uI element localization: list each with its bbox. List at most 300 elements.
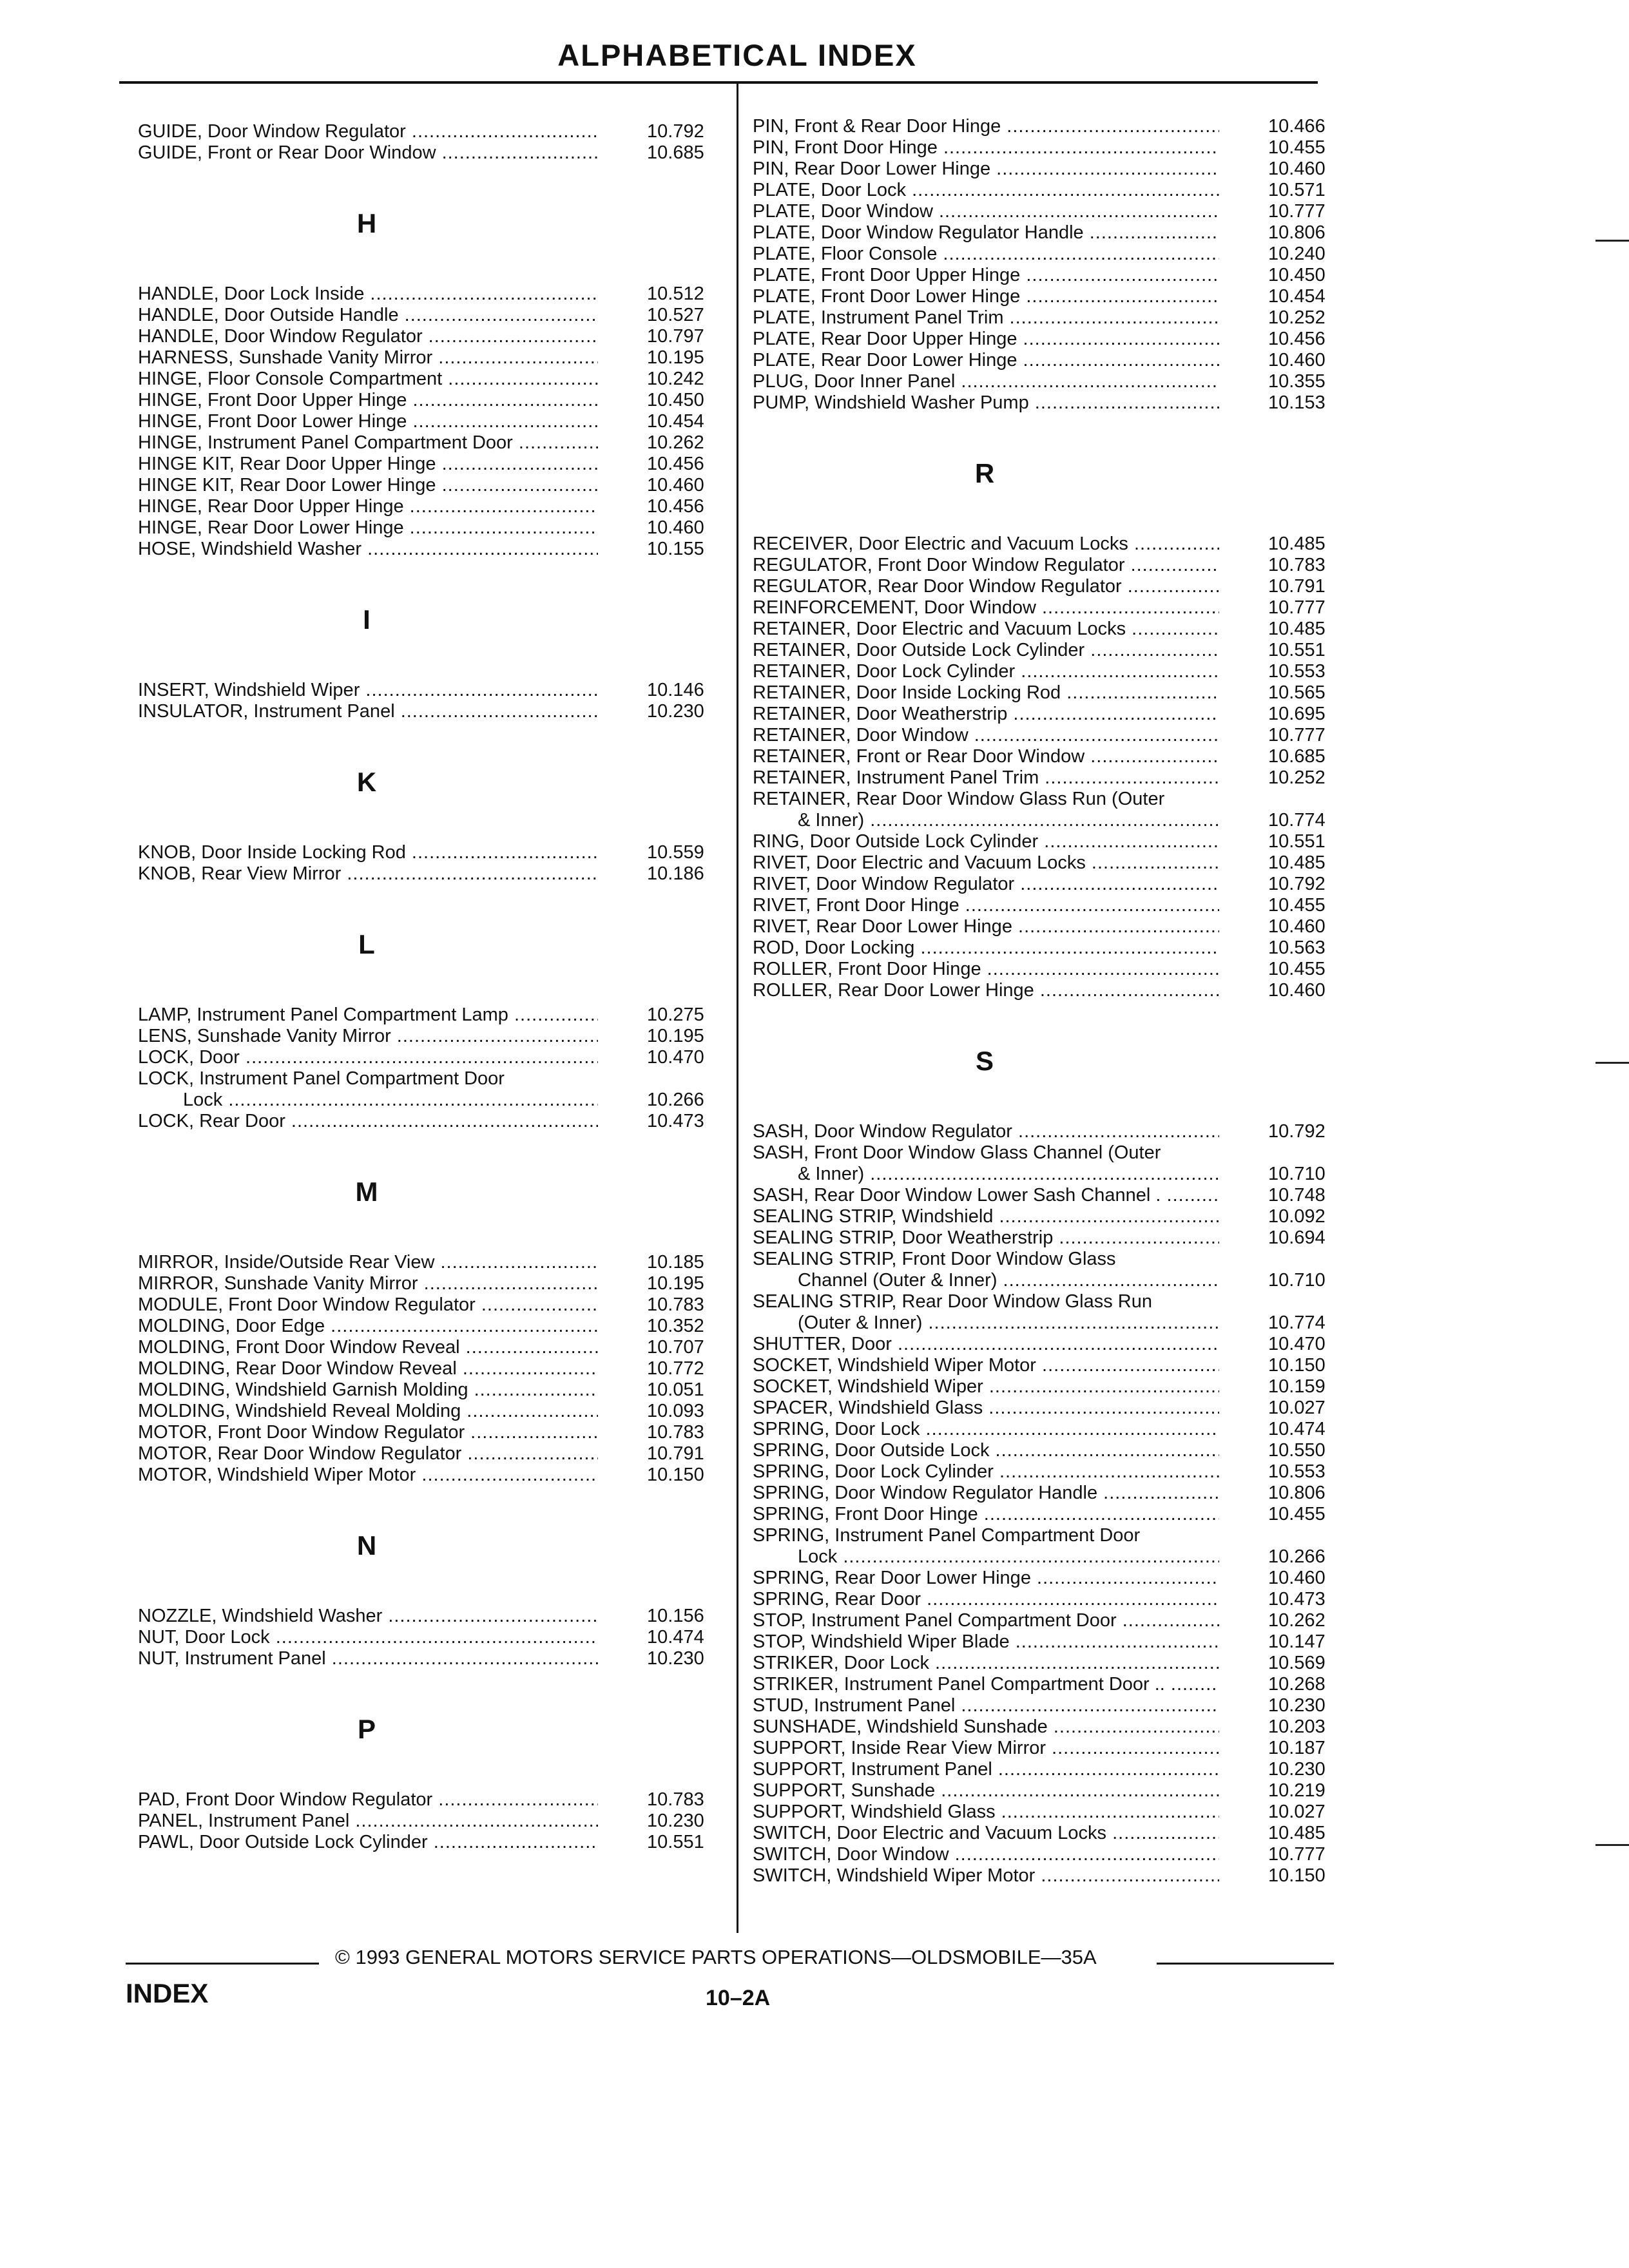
section-letter-p: P	[357, 1714, 376, 1744]
index-entry	[138, 496, 724, 517]
entry-name: STRIKER, Door Lock .....	[753, 1653, 1219, 1674]
entry-page-ref: 10.512	[647, 284, 704, 304]
index-entry	[753, 597, 1345, 619]
group-i	[138, 680, 724, 722]
right-column	[753, 116, 1345, 1887]
entry-page-ref: 10.187	[1268, 1738, 1325, 1758]
index-entry	[753, 1483, 1345, 1504]
entry-name: SUNSHADE, Windshield Sunshade .....	[753, 1716, 1219, 1738]
index-entry	[753, 1568, 1345, 1589]
index-entry	[753, 1142, 1345, 1164]
footer-section: INDEX	[126, 1978, 209, 2008]
index-entry	[753, 116, 1345, 137]
entry-page-ref: 10.791	[647, 1443, 704, 1464]
entry-name: & Inner) .....	[753, 810, 1219, 831]
entry-name: KNOB, Door Inside Locking Rod .....	[138, 842, 598, 863]
entry-name: PLATE, Rear Door Lower Hinge .....	[753, 350, 1219, 371]
index-entry	[753, 937, 1345, 959]
entry-name: INSERT, Windshield Wiper .....	[138, 680, 598, 701]
entry-page-ref: 10.460	[1268, 159, 1325, 179]
entry-name: STOP, Instrument Panel Compartment Door .....	[753, 1610, 1219, 1631]
entry-page-ref: 10.783	[647, 1294, 704, 1315]
index-entry	[138, 142, 724, 164]
entry-page-ref: 10.240	[1268, 244, 1325, 264]
margin-tick	[1595, 1062, 1629, 1064]
entry-page-ref: 10.230	[647, 701, 704, 722]
entry-page-ref: 10.150	[1268, 1355, 1325, 1376]
entry-page-ref: 10.772	[647, 1358, 704, 1379]
entry-page-ref: 10.565	[1268, 682, 1325, 703]
index-entry	[138, 1465, 724, 1486]
entry-name: SPRING, Front Door Hinge .....	[753, 1504, 1219, 1525]
index-entry	[753, 874, 1345, 895]
entry-page-ref: 10.150	[647, 1465, 704, 1485]
index-entry	[753, 286, 1345, 307]
index-entry	[138, 1358, 724, 1379]
entry-name: SPRING, Door Lock .....	[753, 1419, 1219, 1440]
entry-page-ref: 10.252	[1268, 767, 1325, 788]
entry-page-ref: 10.806	[1268, 1483, 1325, 1503]
entry-name: PIN, Rear Door Lower Hinge .....	[753, 159, 1219, 180]
entry-page-ref: 10.783	[1268, 555, 1325, 575]
entry-name: SASH, Rear Door Window Lower Sash Channel . .....	[753, 1185, 1219, 1206]
index-entry	[138, 701, 724, 722]
entry-name: SWITCH, Windshield Wiper Motor .....	[753, 1865, 1219, 1887]
entry-name: SUPPORT, Sunshade .....	[753, 1780, 1219, 1802]
index-entry	[138, 1252, 724, 1273]
entry-page-ref: 10.460	[1268, 916, 1325, 937]
entry-page-ref: 10.195	[647, 1026, 704, 1046]
index-entry	[753, 1716, 1345, 1738]
entry-page-ref: 10.159	[1268, 1376, 1325, 1397]
index-entry	[753, 1674, 1345, 1695]
index-entry	[138, 347, 724, 369]
group-p-right	[753, 116, 1345, 414]
entry-name: RIVET, Door Electric and Vacuum Locks .....	[753, 852, 1219, 874]
footer-copyright: © 1993 GENERAL MOTORS SERVICE PARTS OPERATIONS—OLDSMOBILE—35A	[335, 1946, 1097, 1968]
entry-page-ref: 10.777	[1268, 1844, 1325, 1865]
index-entry	[138, 1026, 724, 1047]
entry-page-ref: 10.470	[647, 1047, 704, 1068]
entry-name: RETAINER, Front or Rear Door Window .....	[753, 746, 1219, 767]
page-number: 10–2A	[706, 1986, 771, 2010]
entry-name: SEALING STRIP, Rear Door Window Glass Run	[753, 1291, 1152, 1312]
index-entry	[138, 1606, 724, 1627]
index-entry	[753, 789, 1345, 810]
index-entry	[753, 895, 1345, 916]
index-entry	[138, 1273, 724, 1294]
entry-name: LAMP, Instrument Panel Compartment Lamp .....	[138, 1004, 598, 1026]
entry-name: PLATE, Instrument Panel Trim .....	[753, 307, 1219, 329]
entry-name: SWITCH, Door Electric and Vacuum Locks .....	[753, 1823, 1219, 1844]
index-entry	[753, 1419, 1345, 1440]
entry-page-ref: 10.783	[647, 1422, 704, 1443]
index-entry	[753, 1695, 1345, 1716]
index-entry	[753, 810, 1345, 831]
index-entry	[753, 222, 1345, 244]
index-entry	[753, 1355, 1345, 1376]
index-entry	[753, 1227, 1345, 1249]
entry-name: Channel (Outer & Inner) .....	[753, 1270, 1219, 1291]
section-letter-s: S	[975, 1046, 994, 1076]
entry-name: Lock .....	[753, 1546, 1219, 1568]
index-entry	[753, 159, 1345, 180]
entry-page-ref: 10.473	[647, 1111, 704, 1131]
entry-page-ref: 10.695	[1268, 704, 1325, 724]
entry-name: RETAINER, Door Outside Lock Cylinder .....	[753, 640, 1219, 661]
index-entry	[753, 1780, 1345, 1802]
index-entry	[138, 1111, 724, 1132]
entry-page-ref: 10.203	[1268, 1716, 1325, 1737]
entry-name: HANDLE, Door Lock Inside .....	[138, 284, 598, 305]
entry-name: ROD, Door Locking .....	[753, 937, 1219, 959]
entry-page-ref: 10.156	[647, 1606, 704, 1626]
entry-page-ref: 10.456	[647, 496, 704, 517]
entry-page-ref: 10.454	[1268, 286, 1325, 307]
entry-name: HINGE KIT, Rear Door Upper Hinge .....	[138, 454, 598, 475]
entry-page-ref: 10.777	[1268, 725, 1325, 745]
entry-page-ref: 10.792	[647, 121, 704, 142]
index-entry	[753, 1312, 1345, 1334]
entry-name: RETAINER, Door Lock Cylinder .....	[753, 661, 1219, 682]
entry-page-ref: 10.685	[647, 142, 704, 163]
index-entry	[138, 1090, 724, 1111]
entry-page-ref: 10.559	[647, 842, 704, 863]
entry-name: RETAINER, Instrument Panel Trim .....	[753, 767, 1219, 789]
entry-name: PUMP, Windshield Washer Pump .....	[753, 392, 1219, 414]
index-entry	[753, 392, 1345, 414]
section-letter-r: R	[974, 458, 995, 488]
entry-page-ref: 10.774	[1268, 1312, 1325, 1333]
group-h	[138, 284, 724, 560]
entry-page-ref: 10.474	[1268, 1419, 1325, 1439]
entry-page-ref: 10.230	[1268, 1695, 1325, 1716]
section-letter-k: K	[356, 767, 377, 797]
entry-page-ref: 10.551	[1268, 640, 1325, 660]
entry-page-ref: 10.485	[1268, 533, 1325, 554]
entry-name: PLATE, Door Window .....	[753, 201, 1219, 222]
index-entry	[753, 661, 1345, 682]
index-entry	[753, 1802, 1345, 1823]
index-entry	[753, 533, 1345, 555]
entry-page-ref: 10.219	[1268, 1780, 1325, 1801]
index-entry	[753, 831, 1345, 852]
entry-page-ref: 10.146	[647, 680, 704, 700]
entry-page-ref: 10.454	[647, 411, 704, 432]
entry-page-ref: 10.185	[647, 1252, 704, 1273]
entry-page-ref: 10.792	[1268, 1121, 1325, 1142]
entry-page-ref: 10.455	[1268, 1504, 1325, 1524]
entry-page-ref: 10.268	[1268, 1674, 1325, 1695]
index-entry	[753, 1865, 1345, 1887]
entry-page-ref: 10.571	[1268, 180, 1325, 200]
entry-name: HINGE, Rear Door Lower Hinge .....	[138, 517, 598, 539]
entry-page-ref: 10.460	[647, 517, 704, 538]
entry-page-ref: 10.027	[1268, 1398, 1325, 1418]
index-entry	[753, 180, 1345, 201]
index-entry	[753, 1376, 1345, 1398]
footer-rule-left	[126, 1963, 319, 1965]
index-entry	[753, 1249, 1345, 1270]
index-entry	[138, 369, 724, 390]
index-entry	[753, 265, 1345, 286]
page-title: ALPHABETICAL INDEX	[557, 38, 917, 72]
entry-name: HOSE, Windshield Washer .....	[138, 539, 598, 560]
index-entry	[753, 746, 1345, 767]
entry-page-ref: 10.797	[647, 326, 704, 347]
entry-name: SOCKET, Windshield Wiper Motor .....	[753, 1355, 1219, 1376]
index-entry	[138, 517, 724, 539]
entry-name: LENS, Sunshade Vanity Mirror .....	[138, 1026, 598, 1047]
entry-page-ref: 10.460	[1268, 350, 1325, 370]
entry-name: LOCK, Rear Door .....	[138, 1111, 598, 1132]
entry-name: PLATE, Door Lock .....	[753, 180, 1219, 201]
entry-page-ref: 10.051	[647, 1379, 704, 1400]
entry-page-ref: 10.710	[1268, 1164, 1325, 1184]
entry-name: SPRING, Door Lock Cylinder .....	[753, 1461, 1219, 1483]
index-entry	[753, 1525, 1345, 1546]
entry-name: RING, Door Outside Lock Cylinder .....	[753, 831, 1219, 852]
index-entry	[753, 1653, 1345, 1674]
left-column	[138, 121, 724, 1853]
entry-name: PLATE, Front Door Upper Hinge .....	[753, 265, 1219, 286]
entry-name: GUIDE, Door Window Regulator .....	[138, 121, 598, 142]
entry-name: PLATE, Door Window Regulator Handle .....	[753, 222, 1219, 244]
entry-name: Lock .....	[138, 1090, 598, 1111]
entry-name: MOLDING, Windshield Reveal Molding .....	[138, 1401, 598, 1422]
index-entry	[138, 390, 724, 411]
index-entry	[753, 1631, 1345, 1653]
footer-rule-right	[1157, 1963, 1334, 1965]
entry-name: SPRING, Instrument Panel Compartment Door	[753, 1525, 1141, 1546]
entry-page-ref: 10.150	[1268, 1865, 1325, 1886]
entry-name: RIVET, Front Door Hinge .....	[753, 895, 1219, 916]
entry-name: SOCKET, Windshield Wiper .....	[753, 1376, 1219, 1398]
index-entry	[138, 863, 724, 885]
index-entry	[138, 1004, 724, 1026]
entry-name: MOLDING, Front Door Window Reveal .....	[138, 1337, 598, 1358]
entry-name: (Outer & Inner) .....	[753, 1312, 1219, 1334]
index-entry	[753, 1398, 1345, 1419]
entry-page-ref: 10.553	[1268, 1461, 1325, 1482]
index-entry	[138, 539, 724, 560]
index-entry	[138, 432, 724, 454]
index-entry	[753, 1461, 1345, 1483]
entry-page-ref: 10.456	[647, 454, 704, 474]
entry-page-ref: 10.147	[1268, 1631, 1325, 1652]
entry-name: SWITCH, Door Window .....	[753, 1844, 1219, 1865]
entry-name: MIRROR, Sunshade Vanity Mirror .....	[138, 1273, 598, 1294]
entry-page-ref: 10.777	[1268, 201, 1325, 222]
entry-name: RETAINER, Door Weatherstrip .....	[753, 704, 1219, 725]
entry-page-ref: 10.710	[1268, 1270, 1325, 1291]
entry-page-ref: 10.153	[1268, 392, 1325, 413]
entry-name: SUPPORT, Instrument Panel .....	[753, 1759, 1219, 1780]
index-entry	[753, 1440, 1345, 1461]
index-entry	[138, 1047, 724, 1068]
entry-page-ref: 10.792	[1268, 874, 1325, 894]
index-entry	[138, 842, 724, 863]
entry-name: HANDLE, Door Window Regulator .....	[138, 326, 598, 347]
index-entry	[753, 201, 1345, 222]
entry-name: PAWL, Door Outside Lock Cylinder .....	[138, 1832, 598, 1853]
entry-page-ref: 10.450	[647, 390, 704, 410]
index-entry	[753, 1610, 1345, 1631]
index-entry	[138, 1627, 724, 1648]
index-entry	[753, 852, 1345, 874]
entry-page-ref: 10.352	[647, 1316, 704, 1336]
entry-name: PLATE, Floor Console .....	[753, 244, 1219, 265]
entry-name: HINGE, Floor Console Compartment .....	[138, 369, 598, 390]
entry-page-ref: 10.569	[1268, 1653, 1325, 1673]
entry-name: MOLDING, Windshield Garnish Molding .....	[138, 1379, 598, 1401]
entry-name: SPACER, Windshield Glass .....	[753, 1398, 1219, 1419]
group-k	[138, 842, 724, 885]
entry-name: LOCK, Door .....	[138, 1047, 598, 1068]
entry-page-ref: 10.230	[647, 1648, 704, 1669]
entry-name: REGULATOR, Rear Door Window Regulator .....	[753, 576, 1219, 597]
index-entry	[138, 305, 724, 326]
index-entry	[753, 1546, 1345, 1568]
section-letter-n: N	[356, 1530, 377, 1561]
index-entry	[753, 1589, 1345, 1610]
entry-name: NUT, Instrument Panel .....	[138, 1648, 598, 1669]
entry-name: SASH, Front Door Window Glass Channel (Outer	[753, 1142, 1161, 1163]
entry-name: LOCK, Instrument Panel Compartment Door	[138, 1068, 505, 1089]
margin-tick	[1595, 1844, 1629, 1846]
entry-name: REGULATOR, Front Door Window Regulator .....	[753, 555, 1219, 576]
entry-page-ref: 10.485	[1268, 619, 1325, 639]
section-letter-i: I	[363, 604, 371, 635]
entry-name: HARNESS, Sunshade Vanity Mirror .....	[138, 347, 598, 369]
entry-page-ref: 10.806	[1268, 222, 1325, 243]
entry-name: HINGE, Rear Door Upper Hinge .....	[138, 496, 598, 517]
entry-page-ref: 10.563	[1268, 937, 1325, 958]
index-entry	[753, 1270, 1345, 1291]
entry-page-ref: 10.195	[647, 1273, 704, 1294]
entry-name: PLUG, Door Inner Panel .....	[753, 371, 1219, 392]
entry-name: MIRROR, Inside/Outside Rear View .....	[138, 1252, 598, 1273]
index-entry	[138, 121, 724, 142]
index-entry	[753, 682, 1345, 704]
entry-name: MOLDING, Rear Door Window Reveal .....	[138, 1358, 598, 1379]
entry-name: RIVET, Rear Door Lower Hinge .....	[753, 916, 1219, 937]
entry-page-ref: 10.195	[647, 347, 704, 368]
index-entry	[753, 1206, 1345, 1227]
entry-name: GUIDE, Front or Rear Door Window .....	[138, 142, 598, 164]
entry-page-ref: 10.460	[647, 475, 704, 495]
index-entry	[138, 1648, 724, 1669]
index-entry	[753, 1759, 1345, 1780]
entry-page-ref: 10.186	[647, 863, 704, 884]
entry-name: RIVET, Door Window Regulator .....	[753, 874, 1219, 895]
entry-page-ref: 10.262	[1268, 1610, 1325, 1631]
index-entry	[138, 1294, 724, 1316]
index-entry	[138, 1422, 724, 1443]
index-entry	[753, 1504, 1345, 1525]
entry-name: & Inner) .....	[753, 1164, 1219, 1185]
entry-page-ref: 10.450	[1268, 265, 1325, 285]
entry-name: MOTOR, Front Door Window Regulator .....	[138, 1422, 598, 1443]
entry-page-ref: 10.777	[1268, 597, 1325, 618]
index-entry	[138, 1832, 724, 1853]
entry-name: RETAINER, Door Window .....	[753, 725, 1219, 746]
entry-name: STRIKER, Instrument Panel Compartment Door .. .....	[753, 1674, 1219, 1695]
entry-name: SUPPORT, Inside Rear View Mirror .....	[753, 1738, 1219, 1759]
entry-page-ref: 10.460	[1268, 980, 1325, 1001]
entry-page-ref: 10.252	[1268, 307, 1325, 328]
entry-name: PLATE, Rear Door Upper Hinge .....	[753, 329, 1219, 350]
entry-name: SEALING STRIP, Front Door Window Glass	[753, 1249, 1116, 1269]
entry-page-ref: 10.266	[1268, 1546, 1325, 1567]
entry-page-ref: 10.455	[1268, 137, 1325, 158]
entry-page-ref: 10.266	[647, 1090, 704, 1110]
entry-page-ref: 10.527	[647, 305, 704, 325]
entry-page-ref: 10.355	[1268, 371, 1325, 392]
entry-name: HINGE, Front Door Lower Hinge .....	[138, 411, 598, 432]
index-entry	[138, 1316, 724, 1337]
entry-page-ref: 10.553	[1268, 661, 1325, 682]
entry-name: STUD, Instrument Panel .....	[753, 1695, 1219, 1716]
index-entry	[753, 371, 1345, 392]
index-entry	[753, 959, 1345, 980]
group-p-left	[138, 1789, 724, 1853]
entry-page-ref: 10.774	[1268, 810, 1325, 831]
entry-name: SEALING STRIP, Windshield .....	[753, 1206, 1219, 1227]
margin-tick	[1595, 240, 1629, 242]
entry-page-ref: 10.551	[1268, 831, 1325, 852]
index-entry	[753, 1185, 1345, 1206]
index-entry	[753, 576, 1345, 597]
entry-name: RETAINER, Door Electric and Vacuum Locks .....	[753, 619, 1219, 640]
index-entry	[753, 640, 1345, 661]
index-entry	[138, 475, 724, 496]
entry-name: SEALING STRIP, Door Weatherstrip .....	[753, 1227, 1219, 1249]
entry-page-ref: 10.230	[1268, 1759, 1325, 1780]
entry-name: SHUTTER, Door .....	[753, 1334, 1219, 1355]
index-entry	[753, 767, 1345, 789]
index-entry	[138, 680, 724, 701]
index-entry	[753, 329, 1345, 350]
entry-name: KNOB, Rear View Mirror .....	[138, 863, 598, 885]
entry-name: REINFORCEMENT, Door Window .....	[753, 597, 1219, 619]
index-entry	[138, 284, 724, 305]
group-m	[138, 1252, 724, 1486]
entry-name: SUPPORT, Windshield Glass .....	[753, 1802, 1219, 1823]
entry-page-ref: 10.791	[1268, 576, 1325, 597]
entry-page-ref: 10.230	[647, 1811, 704, 1831]
entry-name: ROLLER, Front Door Hinge .....	[753, 959, 1219, 980]
entry-page-ref: 10.748	[1268, 1185, 1325, 1206]
entry-name: PLATE, Front Door Lower Hinge .....	[753, 286, 1219, 307]
entry-page-ref: 10.466	[1268, 116, 1325, 137]
index-entry	[138, 1401, 724, 1422]
entry-name: ROLLER, Rear Door Lower Hinge .....	[753, 980, 1219, 1001]
entry-page-ref: 10.027	[1268, 1802, 1325, 1822]
index-entry	[138, 1789, 724, 1811]
entry-page-ref: 10.551	[647, 1832, 704, 1852]
entry-name: RECEIVER, Door Electric and Vacuum Locks .....	[753, 533, 1219, 555]
entry-page-ref: 10.485	[1268, 1823, 1325, 1843]
entry-page-ref: 10.550	[1268, 1440, 1325, 1461]
index-entry	[753, 137, 1345, 159]
entry-name: PANEL, Instrument Panel .....	[138, 1811, 598, 1832]
index-entry	[753, 725, 1345, 746]
group-r	[753, 533, 1345, 1001]
entry-page-ref: 10.707	[647, 1337, 704, 1358]
column-separator	[737, 84, 738, 1933]
entry-name: MOLDING, Door Edge .....	[138, 1316, 598, 1337]
